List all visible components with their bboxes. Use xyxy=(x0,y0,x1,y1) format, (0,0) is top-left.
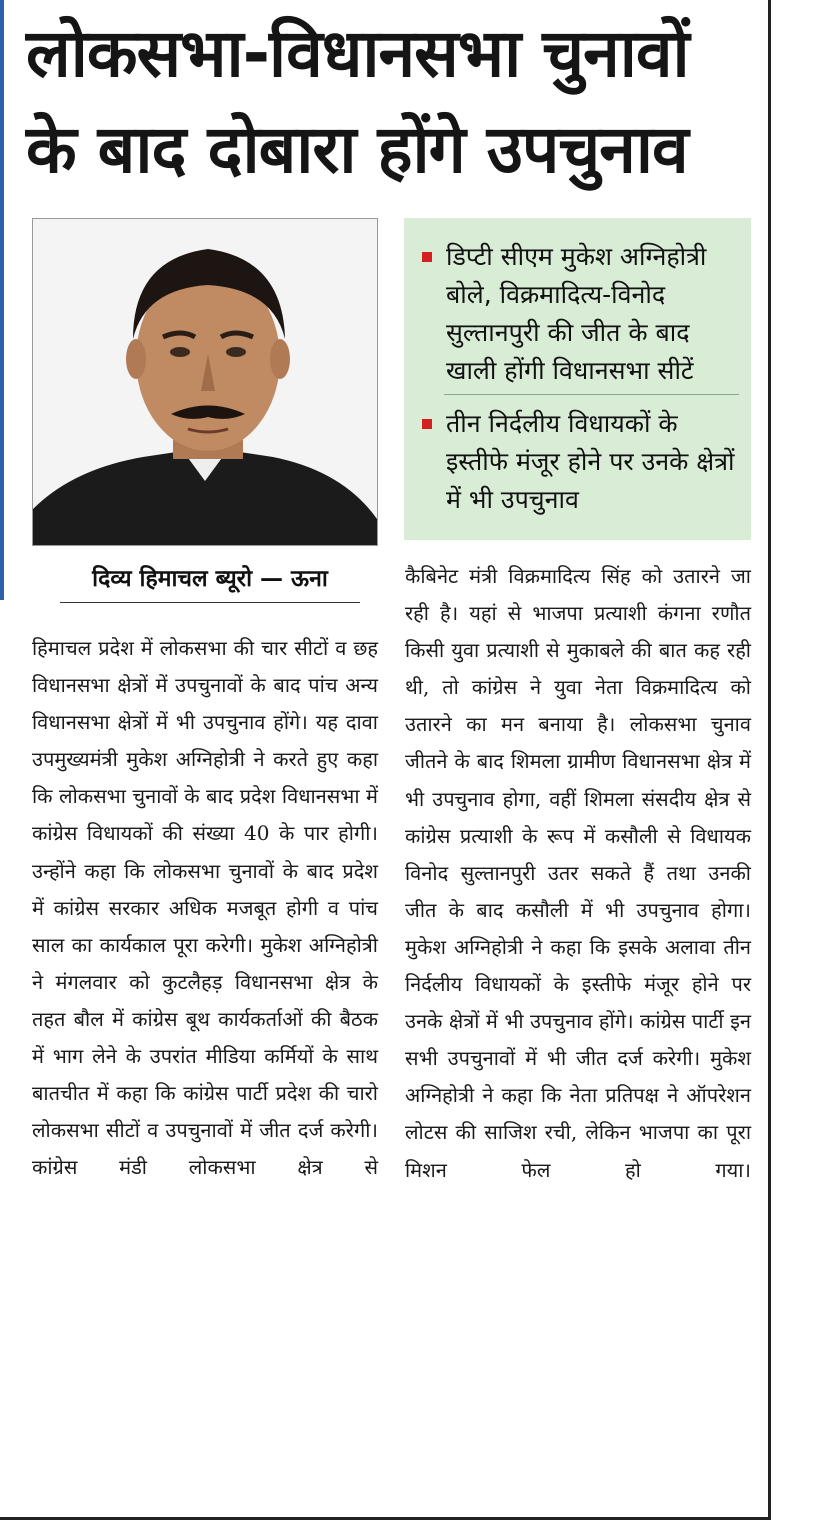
portrait-photo xyxy=(32,218,378,546)
highlight-item: डिप्टी सीएम मुकेश अग्निहोत्री बोले, विक्रमादित्य-विनोद सुल्तानपुरी की जीत के बाद खाली होंगी विधानसभा सीटें xyxy=(416,238,739,390)
body-paragraph: कैबिनेट मंत्री विक्रमादित्य सिंह को उतारने जा रही है। यहां से भाजपा प्रत्याशी कंगना रणौत किसी युवा प्रत्याशी से मुकाबले की बात कह रही थी, तो कांग्रेस ने युवा नेता विक्रमादित्य को उतारने का मन बनाया है। लोकसभा चुनाव जीतने के बाद शिमला ग्रामीण विधानसभा क्षेत्र में भी उपचुनाव होगा, वहीं शिमला संसदीय क्षेत्र से कांग्रेस प्रत्याशी के रूप में कसौली से विधायक विनोद सुल्तानपुरी उतर सकते हैं तथा उनकी जीत के बाद कसौली में भी उपचुनाव होगा। मुकेश अग्निहोत्री ने कहा कि इसके अलावा तीन निर्दलीय विधायकों के इस्तीफे मंजूर होने पर उनके क्षेत्रों में भी उपचुनाव होंगे। कांग्रेस पार्टी इन सभी उपचुनावों में भी जीत दर्ज करेगी। मुकेश अग्निहोत्री ने कहा कि नेता प्रतिपक्ष ने ऑपरेशन लोटस की साजिश रची, लेकिन भाजपा का पूरा मिशन फेल हो गया। xyxy=(405,564,751,1182)
highlight-item: तीन निर्दलीय विधायकों के इस्तीफे मंजूर होने पर उनके क्षेत्रों में भी उपचुनाव xyxy=(416,405,739,519)
body-paragraph: हिमाचल प्रदेश में लोकसभा की चार सीटों व छह विधानसभा क्षेत्रों में उपचुनावों के बाद पांच अन्य विधानसभा क्षेत्रों में भी उपचुनाव होंगे। यह दावा उपमुख्यमंत्री मुकेश अग्निहोत्री ने करते हुए कहा कि लोकसभा चुनावों के बाद प्रदेश विधानसभा में कांग्रेस विधायकों की संख्या 40 के पार होगी। उन्होंने कहा कि लोकसभा चुनावों के बाद प्रदेश में कांग्रेस सरकार अधिक मजबूत होगी व पांच साल का कार्यकाल पूरा करेगी। मुकेश अग्निहोत्री ने मंगलवार को कुटलैहड़ विधानसभा क्षेत्र के तहत बौल में कांग्रेस बूथ कार्यकर्ताओं की बैठक में भाग लेने के उपरांत मीडिया कर्मियों के साथ बातचीत में कहा कि कांग्रेस पार्टी प्रदेश की चारो लोकसभा सीटों व उपचुनावों में जीत दर्ज करेगी। कांग्रेस मंडी लोकसभा क्षेत्र से xyxy=(32,636,378,1180)
headline-line-2: के बाद दोबारा होंगे उपचुनाव xyxy=(26,111,688,188)
byline: दिव्य हिमाचल ब्यूरो — ऊना xyxy=(60,562,360,603)
frame-border-bottom xyxy=(0,1517,771,1520)
headline xyxy=(26,6,766,198)
highlight-divider xyxy=(444,394,739,395)
frame-border-right xyxy=(768,0,771,1520)
headline-line-1: लोकसभा-विधानसभा चुनावों xyxy=(26,15,689,92)
highlights-box xyxy=(404,218,751,540)
body-column-left xyxy=(32,630,378,1186)
portrait-illustration xyxy=(33,219,377,545)
body-column-right xyxy=(405,558,751,1189)
left-column-rule xyxy=(0,0,4,600)
